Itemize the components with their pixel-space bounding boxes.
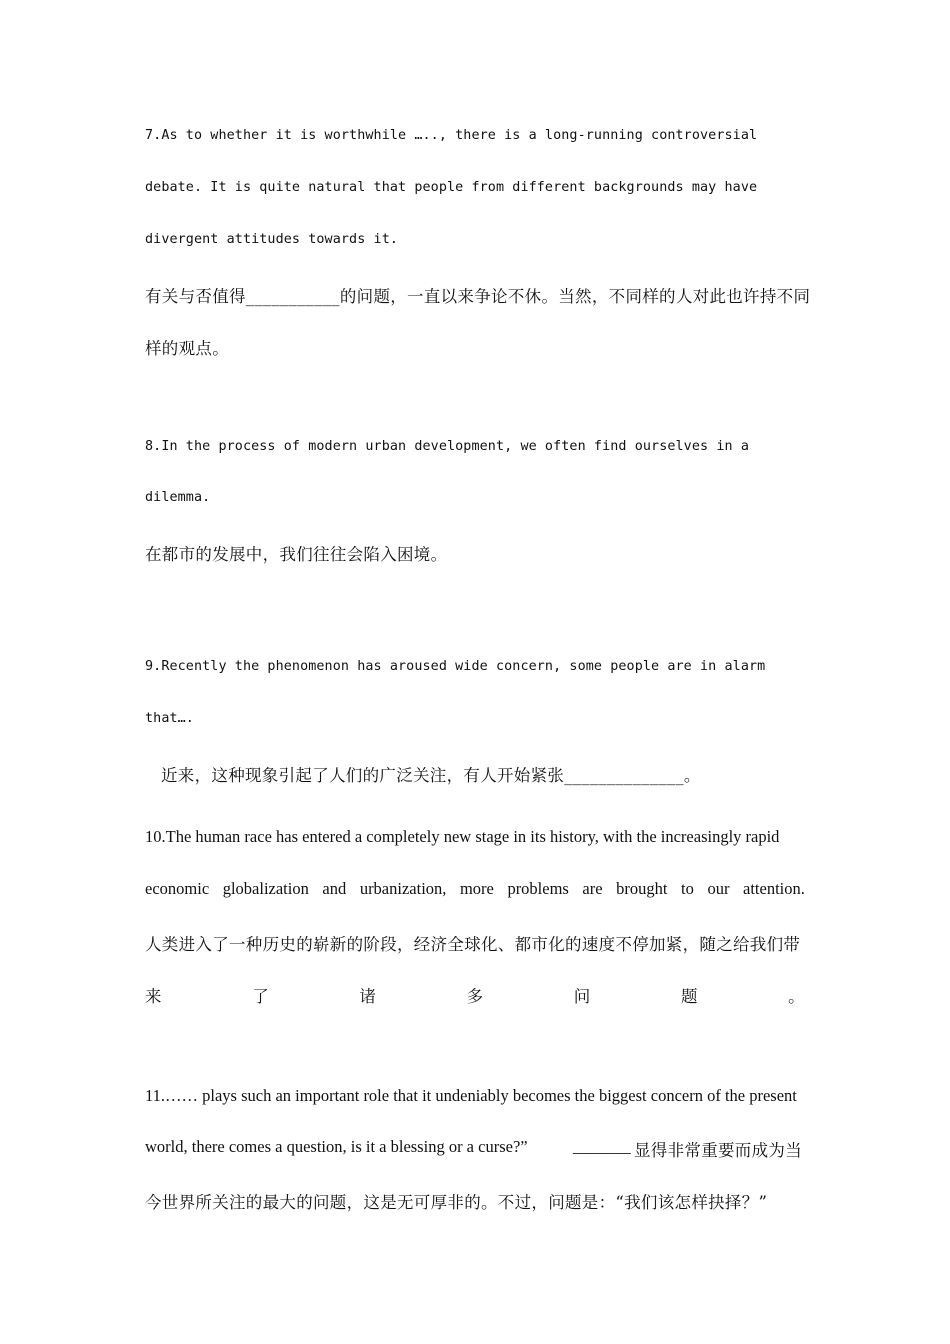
item-9-en-line-1: 9.Recently the phenomenon has aroused wide concern, some people are in alarm	[145, 659, 766, 674]
item-10-en-word: problems	[507, 879, 569, 898]
item-10-en-word: to	[681, 879, 694, 898]
item-9-zh-line-1: 近来，这种现象引起了人们的广泛关注，有人开始紧张______________。	[161, 766, 701, 785]
item-11-blank: _______	[573, 1137, 631, 1156]
item-11-en-text: world, there comes a question, is it a blessing or a curse?”	[145, 1137, 528, 1156]
item-10-en-word: our	[707, 879, 730, 898]
item-10-zh-char: 来	[145, 987, 162, 1006]
item-10-en-word: attention.	[743, 879, 805, 898]
item-7-zh-line-1: 有关与否值得___________的问题，一直以来争论不休。当然，不同样的人对此也许持不同	[145, 287, 811, 306]
item-11-mixed-line	[145, 1137, 805, 1160]
item-9-en-line-2: that….	[145, 711, 194, 726]
item-10-en-word: economic	[145, 879, 210, 898]
item-10-en-word: more	[459, 879, 494, 898]
item-8-en-line-2: dilemma.	[145, 490, 211, 505]
item-10-zh-char: 多	[466, 987, 484, 1006]
item-10-en-word: are	[582, 879, 603, 898]
item-10-en-word: brought	[616, 879, 668, 898]
item-11-zh-text: 显得非常重要而成为当	[634, 1141, 802, 1160]
item-10-zh-line-2	[145, 983, 805, 1007]
item-10-zh-char: 诸	[359, 987, 377, 1006]
item-7-en-line-2: debate. It is quite natural that people from different backgrounds may have	[145, 180, 758, 195]
item-10-en-word: and	[322, 879, 347, 898]
item-10-en-line-1: 10.The human race has entered a completely new stage in its history, with the increasingly rapid	[145, 827, 780, 846]
item-11-zh-line-1: 今世界所关注的最大的问题，这是无可厚非的。不过，问题是：“我们该怎样抉择？”	[145, 1193, 768, 1212]
item-7-en-line-3: divergent attitudes towards it.	[145, 232, 399, 247]
item-10-zh-char: 。	[788, 987, 805, 1006]
item-11-en-line-1: 11.…… plays such an important role that it undeniably becomes the biggest concern of the present	[145, 1086, 797, 1105]
item-8-zh-line-1: 在都市的发展中，我们往往会陷入困境。	[145, 545, 448, 564]
item-10-zh-char: 问	[573, 987, 591, 1006]
item-8-en-line-1: 8.In the process of modern urban development, we often find ourselves in a	[145, 439, 749, 454]
item-7-en-line-1: 7.As to whether it is worthwhile ….., there is a long-running controversial	[145, 128, 758, 143]
item-10-en-word: urbanization,	[359, 879, 447, 898]
item-10-en-word: globalization	[222, 879, 309, 898]
item-10-zh-line-1: 人类进入了一种历史的崭新的阶段，经济全球化、都市化的速度不停加紧，随之给我们带	[145, 935, 801, 954]
item-10-zh-char: 题	[680, 987, 698, 1006]
item-7-zh-line-2: 样的观点。	[145, 339, 229, 358]
item-10-zh-char: 了	[252, 987, 269, 1006]
item-10-en-line-2	[145, 879, 805, 899]
